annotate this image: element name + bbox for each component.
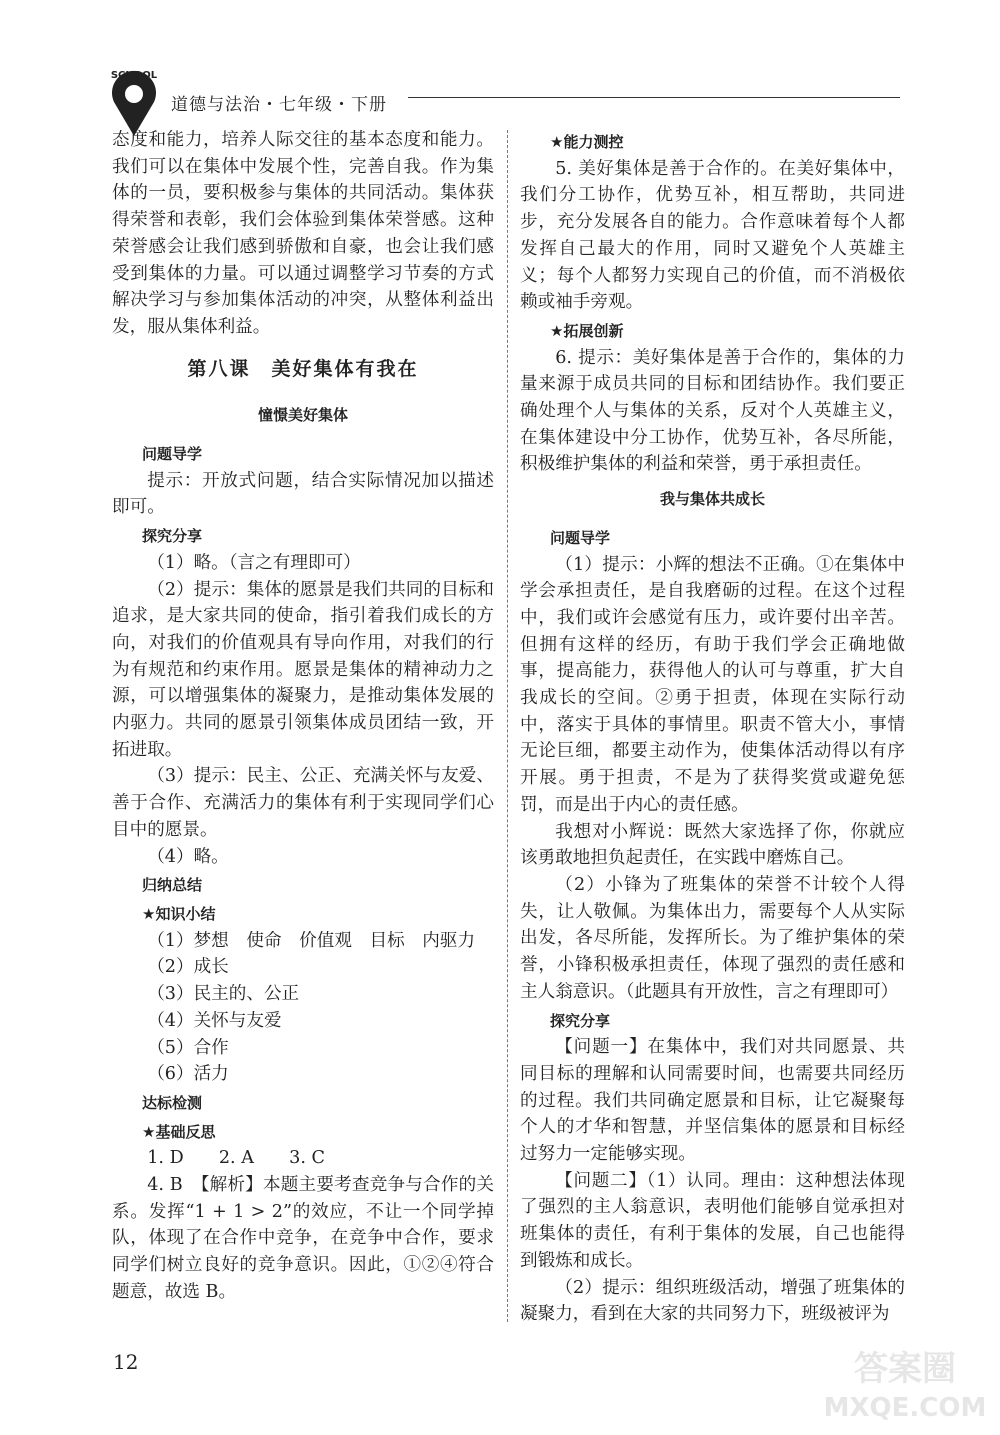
answers-line: 1. D 2. A 3. C (147, 1148, 325, 1169)
guide-answer-1b: 我想对小辉说：既然大家选择了你，你就应该勇敢地担负起责任，在实践中磨炼自己。 (520, 821, 905, 869)
book-title: 道德与法治・七年级・下册 (171, 95, 387, 115)
right-column (520, 127, 905, 1328)
section-title-2: 我与集体共成长 (659, 490, 765, 509)
question-two-b: （2）提示：组织班级活动，增强了班集体的凝聚力，看到在大家的共同努力下，班级被评为 (520, 1277, 905, 1325)
explore-item-1: （1）略。（言之有理即可） (147, 552, 361, 573)
guide-heading-2: 问题导学 (550, 528, 611, 547)
knowledge-item: （3）民主的、公正 (147, 984, 300, 1005)
section-title: 憧憬美好集体 (257, 406, 348, 425)
explore-item-2: （2）提示：集体的愿景是我们共同的目标和追求，是大家共同的使命，指引着我们成长的方向，对我们的价值观具有导向作用，对我们的行为有规范和约束作用。愿景是集体的精神动力之源，可以增强集体的凝聚力，是推动集体发展的内驱力。共同的愿景引领集体成员团结一致，开拓进取。 (112, 579, 494, 760)
explore-heading: 探究分享 (142, 527, 203, 546)
explore-item-4: （4）略。 (147, 846, 229, 867)
lesson-title: 第八课 美好集体有我在 (187, 357, 419, 380)
watermark-text: 答案圈 MXQE.COM (823, 1349, 987, 1423)
answer-4: 4. B 【解析】本题主要考查竞争与合作的关系。发挥“1 + 1 > 2”的效应，不让一个同学掉队，体现了在合作中竞争，在竞争中合作，要求同学们树立良好的竞争意识。因此，①②④符合题意，故选 B。 (112, 1175, 494, 1302)
guide-answer-2: （2）小锋为了班集体的荣誉不计较个人得失，让人敬佩。为集体出力，需要每个人从实际出发，各尽所能，发挥所长。为了维护集体的荣誉，小锋积极承担责任，体现了强烈的责任感和主人翁意识。（此题具有开放性，言之有理即可） (520, 874, 905, 1002)
knowledge-item: （1）梦想 使命 价值观 目标 内驱力 (147, 930, 476, 951)
expand-heading: ★拓展创新 (550, 321, 624, 340)
guide-answer-1: （1）提示：小辉的想法不正确。①在集体中学会承担责任，是自我磨砺的过程。在这个过程中，我们或许会感觉有压力，或许要付出辛苦。但拥有这样的经历，有助于我们学会正确地做事，提高能力，获得他人的认可与尊重，扩大自我成长的空间。②勇于担责，体现在实际行动中，落实于具体的事情里。职责不管大小，事情无论巨细，都要主动作为，使集体活动得以有序开展。勇于担责，不是为了获得奖赏或避免惩罚，而是出于内心的责任感。 (520, 554, 905, 815)
ability-heading: ★能力测控 (550, 133, 624, 151)
summary-heading: 归纳总结 (142, 876, 203, 895)
left-column (112, 127, 494, 1306)
knowledge-heading: ★知识小结 (142, 904, 216, 923)
knowledge-item: （4）关怀与友爱 (147, 1010, 282, 1031)
ability-answer-5: 5. 美好集体是善于合作的。在美好集体中，我们分工协作，优势互补，相互帮助，共同进步，充分发展各自的能力。合作意味着每个人都发挥自己最大的作用，同时又避免个人英雄主义；每个人都努力实现自己的价值，而不消极依赖或袖手旁观。 (520, 158, 905, 313)
intro-paragraph: 态度和能力，培养人际交往的基本态度和能力。我们可以在集体中发展个性，完善自我。作为集体的一员，要积极参与集体的共同活动。集体获得荣誉和表彰，我们会体验到集体荣誉感。这种荣誉感会让我们感到骄傲和自豪，也会让我们感受到集体的力量。可以通过调整学习节奏的方式解决学习与参加集体活动的冲突，从整体利益出发，服从集体利益。 (112, 130, 494, 337)
knowledge-item: （6）活力 (147, 1064, 229, 1085)
guide-text: 提示：开放式问题，结合实际情况加以描述即可。 (112, 470, 494, 518)
test-heading: 达标检测 (142, 1093, 203, 1112)
logo-text: SCHOOL (110, 70, 158, 81)
explore-heading-2: 探究分享 (550, 1011, 611, 1030)
knowledge-item: （2）成长 (147, 957, 229, 978)
page-number: 12 (113, 1350, 139, 1374)
knowledge-item: （5）合作 (147, 1037, 229, 1058)
expand-answer-6: 6. 提示：美好集体是善于合作的，集体的力量来源于成员共同的目标和团结协作。我们要正确处理个人与集体的关系，反对个人英雄主义，在集体建设中分工协作，优势互补，各尽所能，积极维护集体的利益和荣誉，勇于承担责任。 (520, 347, 905, 475)
header-rule (408, 97, 900, 98)
guide-heading: 问题导学 (142, 445, 203, 464)
basic-heading: ★基础反思 (142, 1122, 216, 1141)
question-two: 【问题二】（1）认同。理由：这种想法体现了强烈的主人翁意识，表明他们能够自觉承担对班集体的责任，有利于集体的发展，自己也能得到锻炼和成长。 (520, 1170, 905, 1271)
column-divider (507, 130, 508, 1322)
explore-item-3: （3）提示：民主、公正、充满关怀与友爱、善于合作、充满活力的集体有利于实现同学们心目中的愿景。 (112, 766, 494, 840)
watermark-logo (820, 1340, 990, 1425)
question-one: 【问题一】在集体中，我们对共同愿景、共同目标的理解和认同需要时间，也需要共同经历的过程。我们共同确定愿景和目标，让它凝聚每个人的才华和智慧，并坚信集体的愿景和目标经过努力一定能够实现。 (520, 1037, 905, 1165)
